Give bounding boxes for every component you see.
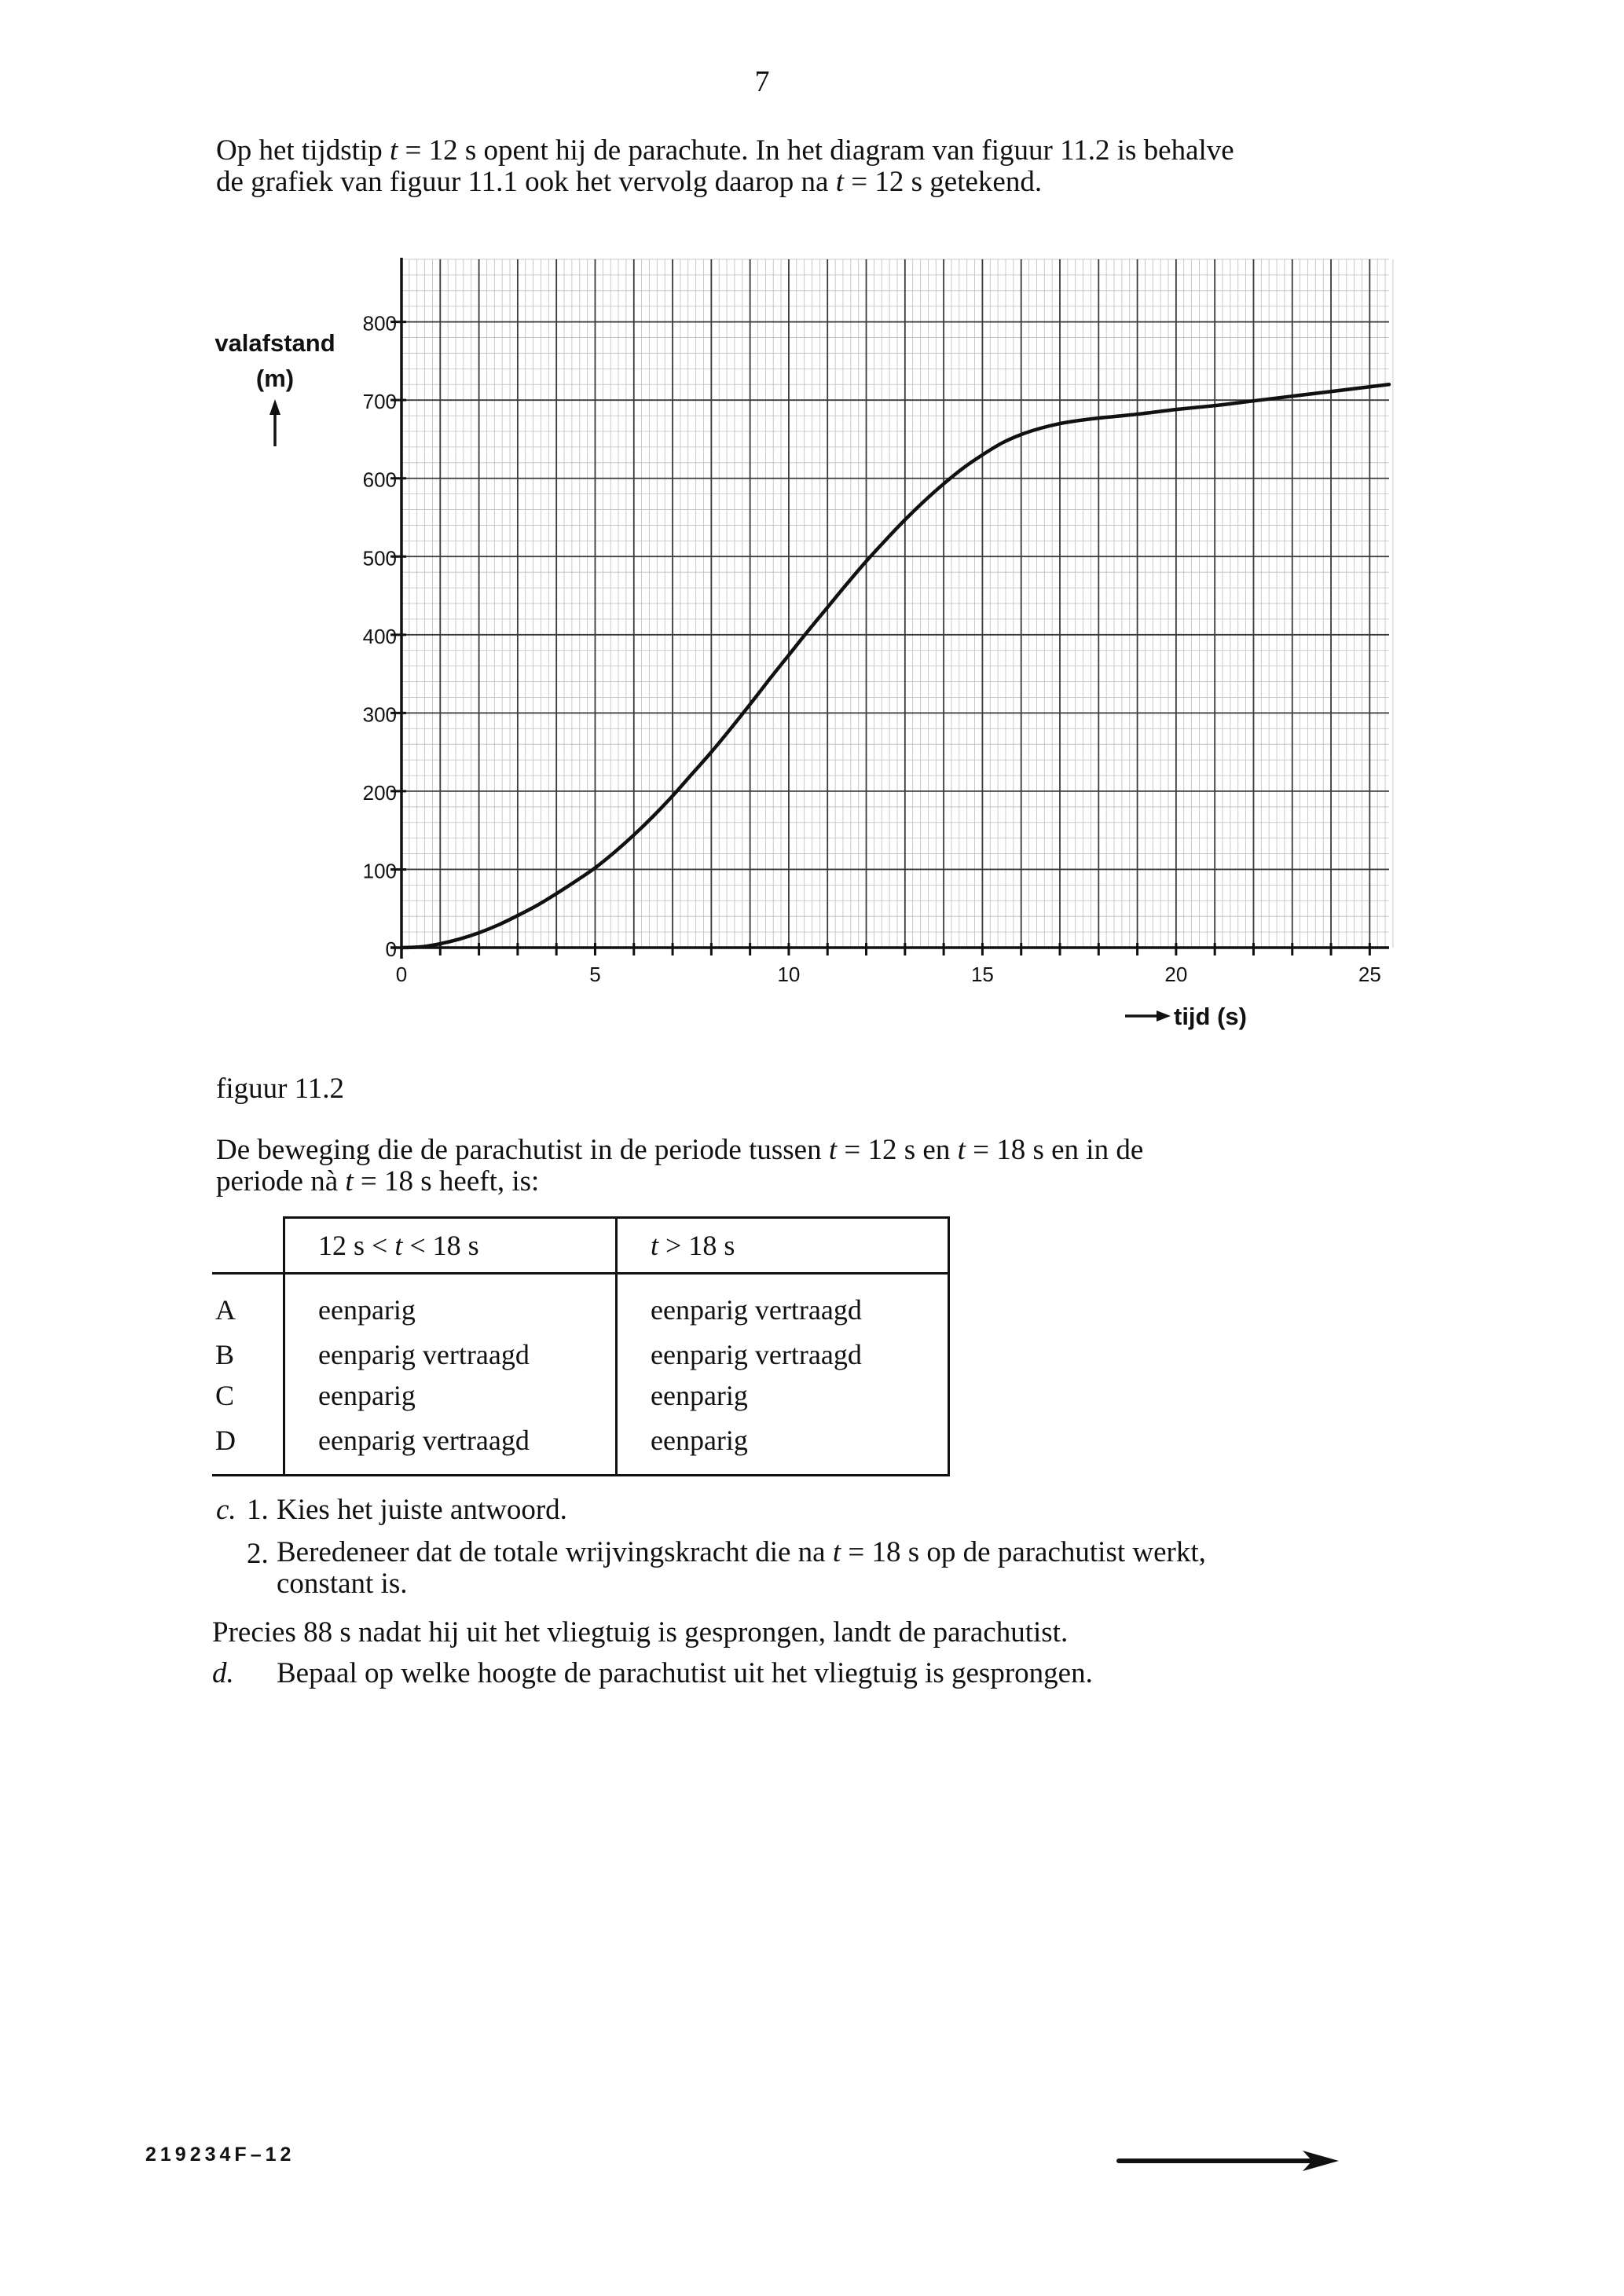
x-tick-label: 5 [589, 963, 601, 986]
question-c-item2-line2: constant is. [277, 1568, 408, 1600]
row-col1: eenparig [284, 1375, 617, 1416]
question-c-item2-text [277, 1537, 1377, 1600]
question-line-1: De beweging die de parachutist in de periode tussen t = 12 s en t = 18 s en in de [216, 1134, 1144, 1166]
row-col1: eenparig [284, 1274, 617, 1335]
y-tick-label: 200 [362, 780, 397, 805]
row-col1: eenparig vertraagd [284, 1334, 617, 1375]
question-paragraph [216, 1135, 1395, 1198]
x-tick-label: 25 [1358, 963, 1381, 986]
y-tick-label: 400 [362, 624, 397, 648]
table-row [212, 1416, 949, 1476]
table-header-row [212, 1218, 949, 1274]
row-col2: eenparig vertraagd [617, 1334, 949, 1375]
question-c-item1-number: 1. [247, 1494, 269, 1526]
y-axis-arrow-icon [269, 399, 280, 446]
y-tick-label: 300 [362, 702, 397, 727]
row-col2: eenparig [617, 1375, 949, 1416]
x-tick-label: 20 [1164, 963, 1188, 986]
answer-table [212, 1216, 950, 1476]
table-header-col2: t > 18 s [617, 1218, 949, 1274]
question-c-item2-number: 2. [247, 1538, 269, 1570]
question-d-label: d. [212, 1657, 234, 1689]
row-letter: A [215, 1294, 236, 1326]
x-tick-label: 10 [777, 963, 801, 986]
table-row [212, 1334, 949, 1375]
y-tick-label: 700 [362, 390, 397, 414]
row-col2: eenparig vertraagd [617, 1274, 949, 1335]
row-col2: eenparig [617, 1416, 949, 1476]
y-tick-label: 800 [362, 311, 397, 336]
table-header-col1: 12 s < t < 18 s [284, 1218, 617, 1274]
table-row [212, 1274, 949, 1335]
y-tick-label: 500 [362, 546, 397, 570]
table-header-empty [212, 1218, 284, 1274]
question-line-2: periode nà t = 18 s heeft, is: [216, 1165, 540, 1198]
intro-line-1: Op het tijdstip t = 12 s opent hij de parachute. In het diagram van figuur 11.2 is behalve [216, 134, 1234, 167]
statement-text: Precies 88 s nadat hij uit het vliegtuig is gesprongen, landt de parachutist. [212, 1616, 1069, 1649]
question-d-text: Bepaal op welke hoogte de parachutist uit het vliegtuig is gesprongen. [277, 1657, 1093, 1689]
row-letter: B [215, 1339, 235, 1370]
figure-caption: figuur 11.2 [216, 1073, 345, 1105]
question-c-item2-line1: Beredeneer dat de totale wrijvingskracht die na t = 18 s op de parachutist werkt, [277, 1536, 1206, 1568]
intro-paragraph [216, 135, 1395, 198]
next-page-arrow-icon [1116, 2148, 1344, 2173]
y-axis-label-line1: valafstand [214, 329, 335, 357]
y-tick-label: 100 [362, 859, 397, 883]
row-letter: D [212, 1416, 284, 1476]
chart-grid-minor [401, 259, 1393, 948]
x-tick-label: 0 [395, 963, 408, 986]
row-letter: C [215, 1380, 235, 1411]
row-col1: eenparig vertraagd [284, 1416, 617, 1476]
intro-line-2: de grafiek van figuur 11.1 ook het vervolg daarop na t = 12 s getekend. [216, 166, 1043, 198]
chart-figure [189, 251, 1414, 1037]
footer-code: 219234F–12 [145, 2144, 295, 2166]
question-c-label: c. [216, 1494, 236, 1526]
x-tick-label: 15 [970, 963, 994, 986]
y-tick-label: 600 [362, 468, 397, 492]
x-axis-arrow-icon [1125, 1010, 1171, 1021]
y-tick-label: 0 [385, 937, 397, 961]
table-row [212, 1375, 949, 1416]
y-axis-label-line2: (m) [255, 365, 295, 392]
page-number: 7 [754, 65, 770, 98]
x-axis-label: tijd (s) [1174, 1003, 1247, 1030]
question-c-item1-text: Kies het juiste antwoord. [277, 1494, 567, 1526]
